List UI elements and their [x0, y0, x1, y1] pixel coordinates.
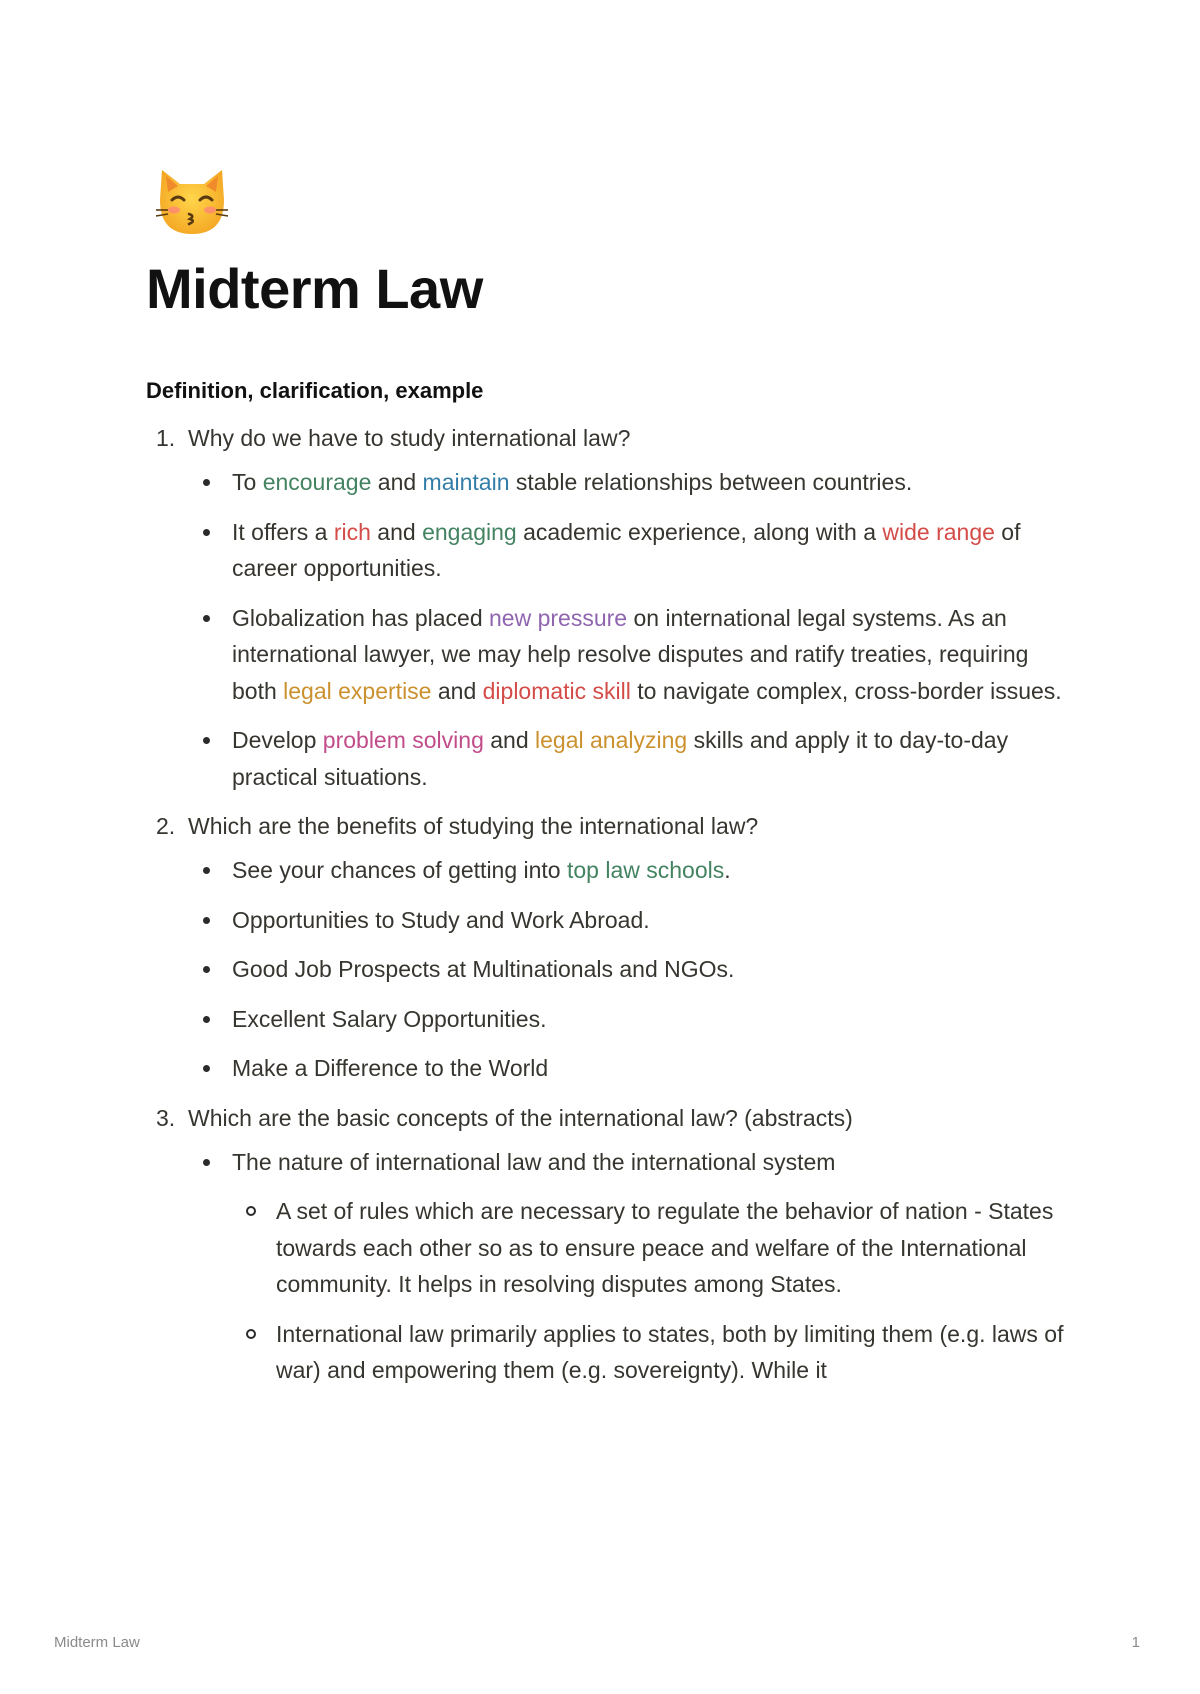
sub-list-item: International law primarily applies to states, both by limiting them (e.g. laws of war) and empowering them (e.g. sovereignty). While it [232, 1316, 1066, 1389]
text-segment: to navigate complex, cross-border issues. [630, 677, 1062, 704]
questions-list [146, 420, 1066, 1389]
bullet-list [188, 852, 1066, 1087]
sub-bullet-list [232, 1193, 1066, 1389]
highlighted-text: top law schools [567, 857, 725, 883]
text-segment: skills and apply it to day-to-day practical situations. [232, 727, 1009, 790]
text-segment: Good Job Prospects at Multinationals and NGOs. [232, 956, 735, 982]
list-item-text [232, 1149, 835, 1175]
question-text: Which are the basic concepts of the international law? (abstracts) [188, 1104, 853, 1131]
text-segment: and [371, 469, 423, 495]
highlighted-text: wide range [882, 518, 995, 545]
highlighted-text: new pressure [489, 604, 628, 631]
question-item-3 [146, 1100, 1066, 1389]
sub-list-item: A set of rules which are necessary to regulate the behavior of nation - States towards each other so as to ensure peace and welfare of the International community. It helps in resolving disputes among States. [232, 1193, 1066, 1303]
page-content [146, 160, 1066, 1402]
text-segment: and [431, 677, 483, 704]
bullet-list [188, 1144, 1066, 1389]
footer-page-number: 1 [1131, 1634, 1140, 1651]
text-segment: Opportunities to Study and Work Abroad. [232, 906, 650, 933]
kissing-cat-emoji-icon [152, 160, 232, 240]
highlighted-text: diplomatic skill [482, 677, 631, 704]
list-item [188, 1144, 1066, 1389]
text-segment: of career opportunities. [232, 518, 1021, 581]
list-item [188, 722, 1066, 795]
list-item [188, 902, 1066, 939]
footer-document-title: Midterm Law [54, 1634, 140, 1651]
question-number: 2. [156, 813, 176, 839]
list-item [188, 1001, 1066, 1038]
list-item [188, 514, 1066, 587]
highlighted-text: encourage [262, 469, 372, 495]
text-segment: It offers a [232, 518, 334, 545]
text-segment: Excellent Salary Opportunities. [232, 1005, 547, 1032]
question-item-1 [146, 420, 1066, 795]
question-number: 1. [156, 425, 176, 451]
question-number: 3. [156, 1104, 176, 1131]
bullet-list [188, 464, 1066, 795]
highlighted-text: maintain [422, 469, 510, 495]
text-segment: . [724, 857, 731, 883]
text-segment: stable relationships between countries. [509, 469, 913, 495]
text-segment: To [232, 469, 263, 495]
list-item [188, 852, 1066, 889]
text-segment: See your chances of getting into [232, 857, 567, 883]
text-segment: and [370, 518, 423, 545]
question-text: Which are the benefits of studying the international law? [188, 813, 759, 839]
text-segment: Develop [232, 727, 323, 753]
text-segment: Make a Difference to the World [232, 1055, 549, 1081]
highlighted-text: engaging [422, 518, 517, 545]
list-item [188, 951, 1066, 988]
kissing-cat-emoji-icon-svg [152, 160, 232, 240]
question-item-2 [146, 808, 1066, 1087]
page-title: Midterm Law [146, 257, 483, 320]
highlighted-text: legal expertise [283, 677, 432, 704]
text-segment: Globalization has placed [232, 604, 489, 631]
text-segment: on international legal systems. As an international lawyer, we may help resolve disputes and ratify treaties, requiring both [232, 604, 1029, 704]
list-item [188, 1050, 1066, 1087]
question-text: Why do we have to study international law? [188, 425, 631, 451]
text-segment: The nature of international law and the international system [232, 1148, 836, 1175]
highlighted-text: legal analyzing [535, 727, 688, 753]
text-segment: academic experience, along with a [516, 518, 883, 545]
text-segment: and [483, 727, 536, 753]
list-item [188, 600, 1066, 710]
highlighted-text: problem solving [322, 727, 484, 753]
section-subheading: Definition, clarification, example [146, 378, 484, 403]
list-item [188, 464, 1066, 501]
highlighted-text: rich [333, 518, 371, 545]
